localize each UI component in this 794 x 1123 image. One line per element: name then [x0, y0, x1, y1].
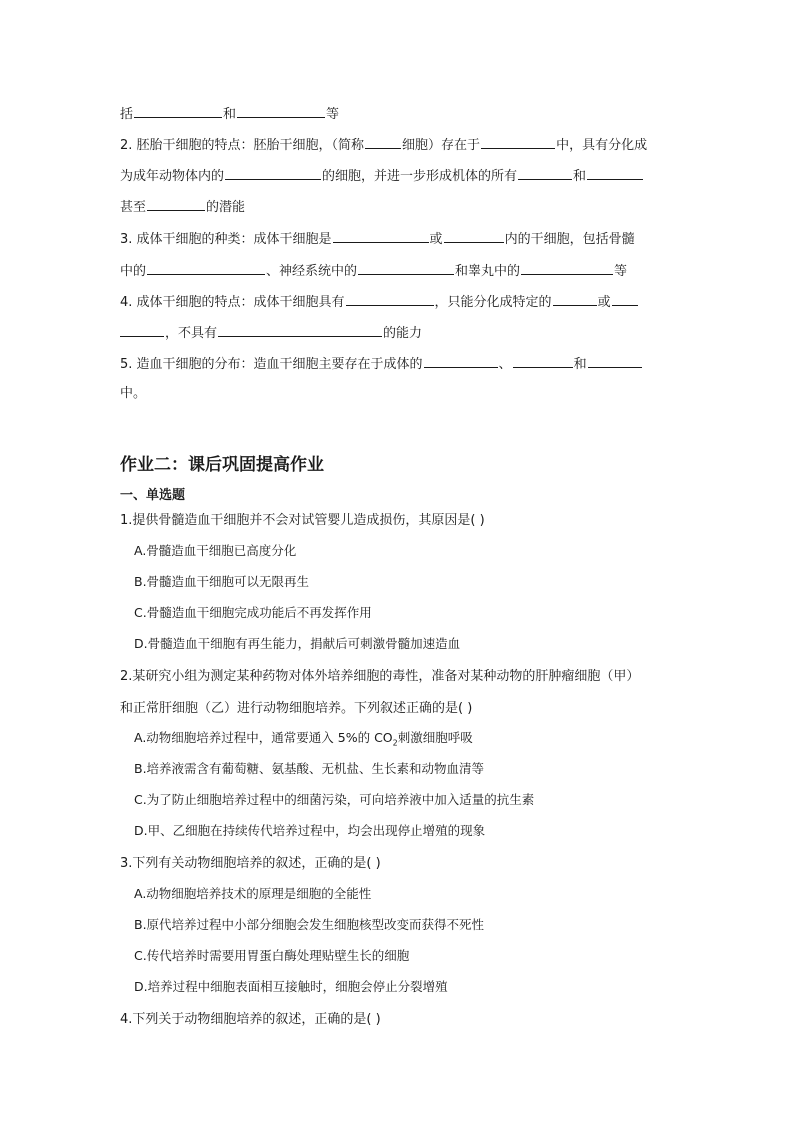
answer-blank[interactable]: [513, 354, 573, 368]
question-1-option-a[interactable]: A.骨髓造血干细胞已高度分化: [134, 543, 297, 558]
question-3-option-a[interactable]: A.动物细胞培养技术的原理是细胞的全能性: [134, 886, 372, 901]
answer-blank[interactable]: [365, 135, 401, 149]
fill-text: 或: [597, 295, 611, 310]
question-3-stem: 3.下列有关动物细胞培养的叙述，正确的是( ): [120, 856, 381, 871]
answer-blank[interactable]: [587, 166, 643, 180]
fill-line-9: [120, 354, 643, 374]
answer-blank[interactable]: [333, 229, 429, 243]
question-2-option-a[interactable]: [134, 728, 473, 748]
question-1-option-c[interactable]: C.骨髓造血干细胞完成功能后不再发挥作用: [134, 605, 372, 620]
fill-text: 的潜能: [206, 200, 246, 215]
fill-text: 和: [573, 169, 587, 184]
fill-line-8: [120, 323, 422, 343]
fill-text: 5. 造血干细胞的分布：造血干细胞主要存在于成体的: [120, 357, 423, 372]
fill-line-2: [120, 135, 647, 155]
answer-blank[interactable]: [120, 323, 164, 337]
fill-text: 的细胞，并进一步形成机体的所有: [322, 169, 518, 184]
answer-blank[interactable]: [481, 135, 555, 149]
answer-blank[interactable]: [424, 354, 498, 368]
fill-line-3: [120, 166, 644, 186]
fill-text: 和: [223, 107, 237, 122]
section-heading: 一、单选题: [120, 488, 186, 503]
answer-blank[interactable]: [521, 261, 613, 275]
fill-text: 中。: [120, 386, 147, 401]
question-2-option-c[interactable]: C.为了防止细胞培养过程中的细菌污染，可向培养液中加入适量的抗生素: [134, 792, 535, 807]
fill-line-6: [120, 261, 627, 281]
fill-text: ，只能分化成特定的: [434, 295, 552, 310]
answer-blank[interactable]: [346, 292, 434, 306]
fill-text: 、: [498, 357, 512, 372]
answer-blank[interactable]: [358, 261, 454, 275]
option-text: 刺激细胞呼吸: [397, 730, 473, 745]
question-3-option-b[interactable]: B.原代培养过程中小部分细胞会发生细胞核型改变而获得不死性: [134, 917, 485, 932]
fill-text: 等: [614, 264, 628, 279]
fill-text: 和睾丸中的: [455, 264, 521, 279]
fill-text: 3. 成体干细胞的种类：成体干细胞是: [120, 232, 332, 247]
answer-blank[interactable]: [237, 104, 325, 118]
question-3-option-c[interactable]: C.传代培养时需要用胃蛋白酶处理贴壁生长的细胞: [134, 948, 410, 963]
answer-blank[interactable]: [518, 166, 572, 180]
question-2-stem-cont: 和正常肝细胞（乙）进行动物细胞培养。下列叙述正确的是( ): [120, 701, 473, 716]
question-2-option-d[interactable]: D.甲、乙细胞在持续传代培养过程中，均会出现停止增殖的现象: [134, 823, 486, 838]
question-1-stem: 1.提供骨髓造血干细胞并不会对试管婴儿造成损伤，其原因是( ): [120, 513, 485, 528]
fill-text: 等: [326, 107, 340, 122]
answer-blank[interactable]: [134, 104, 222, 118]
answer-blank[interactable]: [588, 354, 642, 368]
option-text: A.动物细胞培养过程中，通常要通入 5%的 CO: [134, 730, 393, 745]
fill-text: 括: [120, 107, 134, 122]
fill-line-7: [120, 292, 639, 312]
fill-text: 内的干细胞，包括骨髓: [504, 232, 635, 247]
fill-text: 甚至: [120, 200, 147, 215]
fill-text: ，不具有: [165, 326, 218, 341]
question-1-option-b[interactable]: B.骨髓造血干细胞可以无限再生: [134, 574, 310, 589]
fill-text: 4. 成体干细胞的特点：成体干细胞具有: [120, 295, 345, 310]
fill-text: 或: [429, 232, 443, 247]
answer-blank[interactable]: [444, 229, 504, 243]
homework-title: 作业二：课后巩固提高作业: [120, 455, 324, 475]
fill-text: 、神经系统中的: [266, 264, 358, 279]
answer-blank[interactable]: [147, 197, 205, 211]
fill-line-4: [120, 197, 245, 217]
answer-blank[interactable]: [553, 292, 597, 306]
answer-blank[interactable]: [218, 323, 382, 337]
fill-text: 细胞）存在于: [402, 138, 481, 153]
fill-text: 为成年动物体内的: [120, 169, 225, 184]
fill-text: 的能力: [383, 326, 423, 341]
fill-text: 中，具有分化成: [556, 138, 648, 153]
fill-text: 和: [573, 357, 587, 372]
question-1-option-d[interactable]: D.骨髓造血干细胞有再生能力，捐献后可刺激骨髓加速造血: [134, 636, 461, 651]
question-2-option-b[interactable]: B.培养液需含有葡萄糖、氨基酸、无机盐、生长素和动物血清等: [134, 761, 485, 776]
fill-line-10: [120, 385, 146, 403]
question-4-stem: 4.下列关于动物细胞培养的叙述，正确的是( ): [120, 1012, 381, 1027]
answer-blank[interactable]: [147, 261, 265, 275]
answer-blank[interactable]: [225, 166, 321, 180]
answer-blank[interactable]: [612, 292, 638, 306]
question-2-stem: 2.某研究小组为测定某种药物对体外培养细胞的毒性，准备对某种动物的肝肿瘤细胞（甲）: [120, 669, 640, 684]
fill-line-5: [120, 229, 635, 249]
fill-text: 中的: [120, 264, 147, 279]
fill-text: 2. 胚胎干细胞的特点：胚胎干细胞，（简称: [120, 138, 365, 153]
fill-line-1: [120, 104, 339, 124]
subscript: 2: [392, 738, 398, 748]
question-3-option-d[interactable]: D.培养过程中细胞表面相互接触时，细胞会停止分裂增殖: [134, 979, 448, 994]
